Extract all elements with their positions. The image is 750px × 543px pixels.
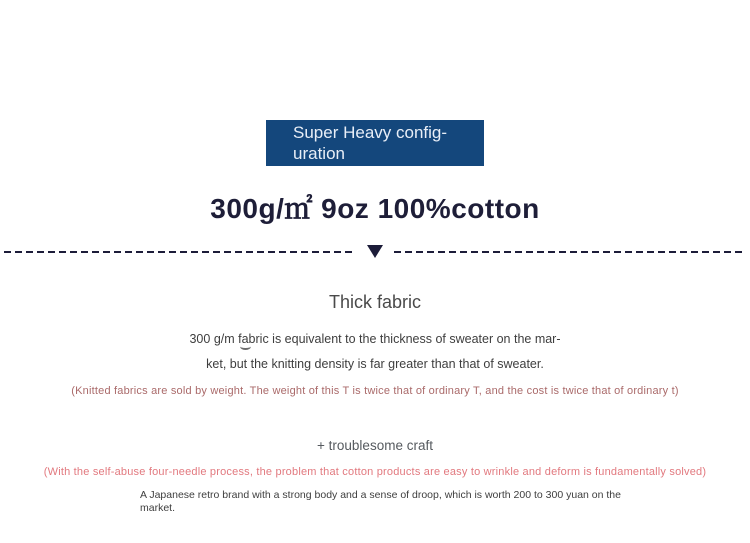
brand-value-text — [140, 489, 660, 515]
heavy-config-banner — [266, 120, 484, 166]
banner-line-1: Super Heavy config- — [293, 123, 448, 142]
brand-value-line-1: A Japanese retro brand with a strong body and a sense of droop, which is worth 200 to 300 yuan on the — [140, 489, 621, 501]
thick-fabric-heading: Thick fabric — [328, 292, 422, 312]
banner-line-2: uration — [293, 144, 345, 163]
fabric-description-paragraph — [0, 327, 750, 377]
divider-dashes-right — [394, 251, 746, 253]
knitted-fabric-note: (Knitted fabrics are sold by weight. The weight of this T is twice that of ordinary T, and the cost is twice that of ordinary t) — [71, 385, 679, 397]
fabric-weight-title: 300g/㎡ 9oz 100%cotton — [210, 193, 540, 224]
troublesome-craft-label: + troublesome craft — [317, 438, 433, 453]
squiggle-underline-mark — [240, 343, 251, 350]
four-needle-process-note: (With the self-abuse four-needle process, the problem that cotton products are easy to wrinkle and deform is fundamentally solved) — [43, 466, 707, 478]
dashed-divider — [0, 244, 750, 260]
brand-value-line-2: market. — [140, 502, 176, 514]
paragraph-line-1: 300 g/m fabric is equivalent to the thickness of sweater on the mar- — [189, 332, 561, 346]
divider-dashes-left — [4, 251, 356, 253]
paragraph-line-2: ket, but the knitting density is far greater than that of sweater. — [206, 357, 544, 371]
triangle-down-icon — [367, 245, 383, 258]
